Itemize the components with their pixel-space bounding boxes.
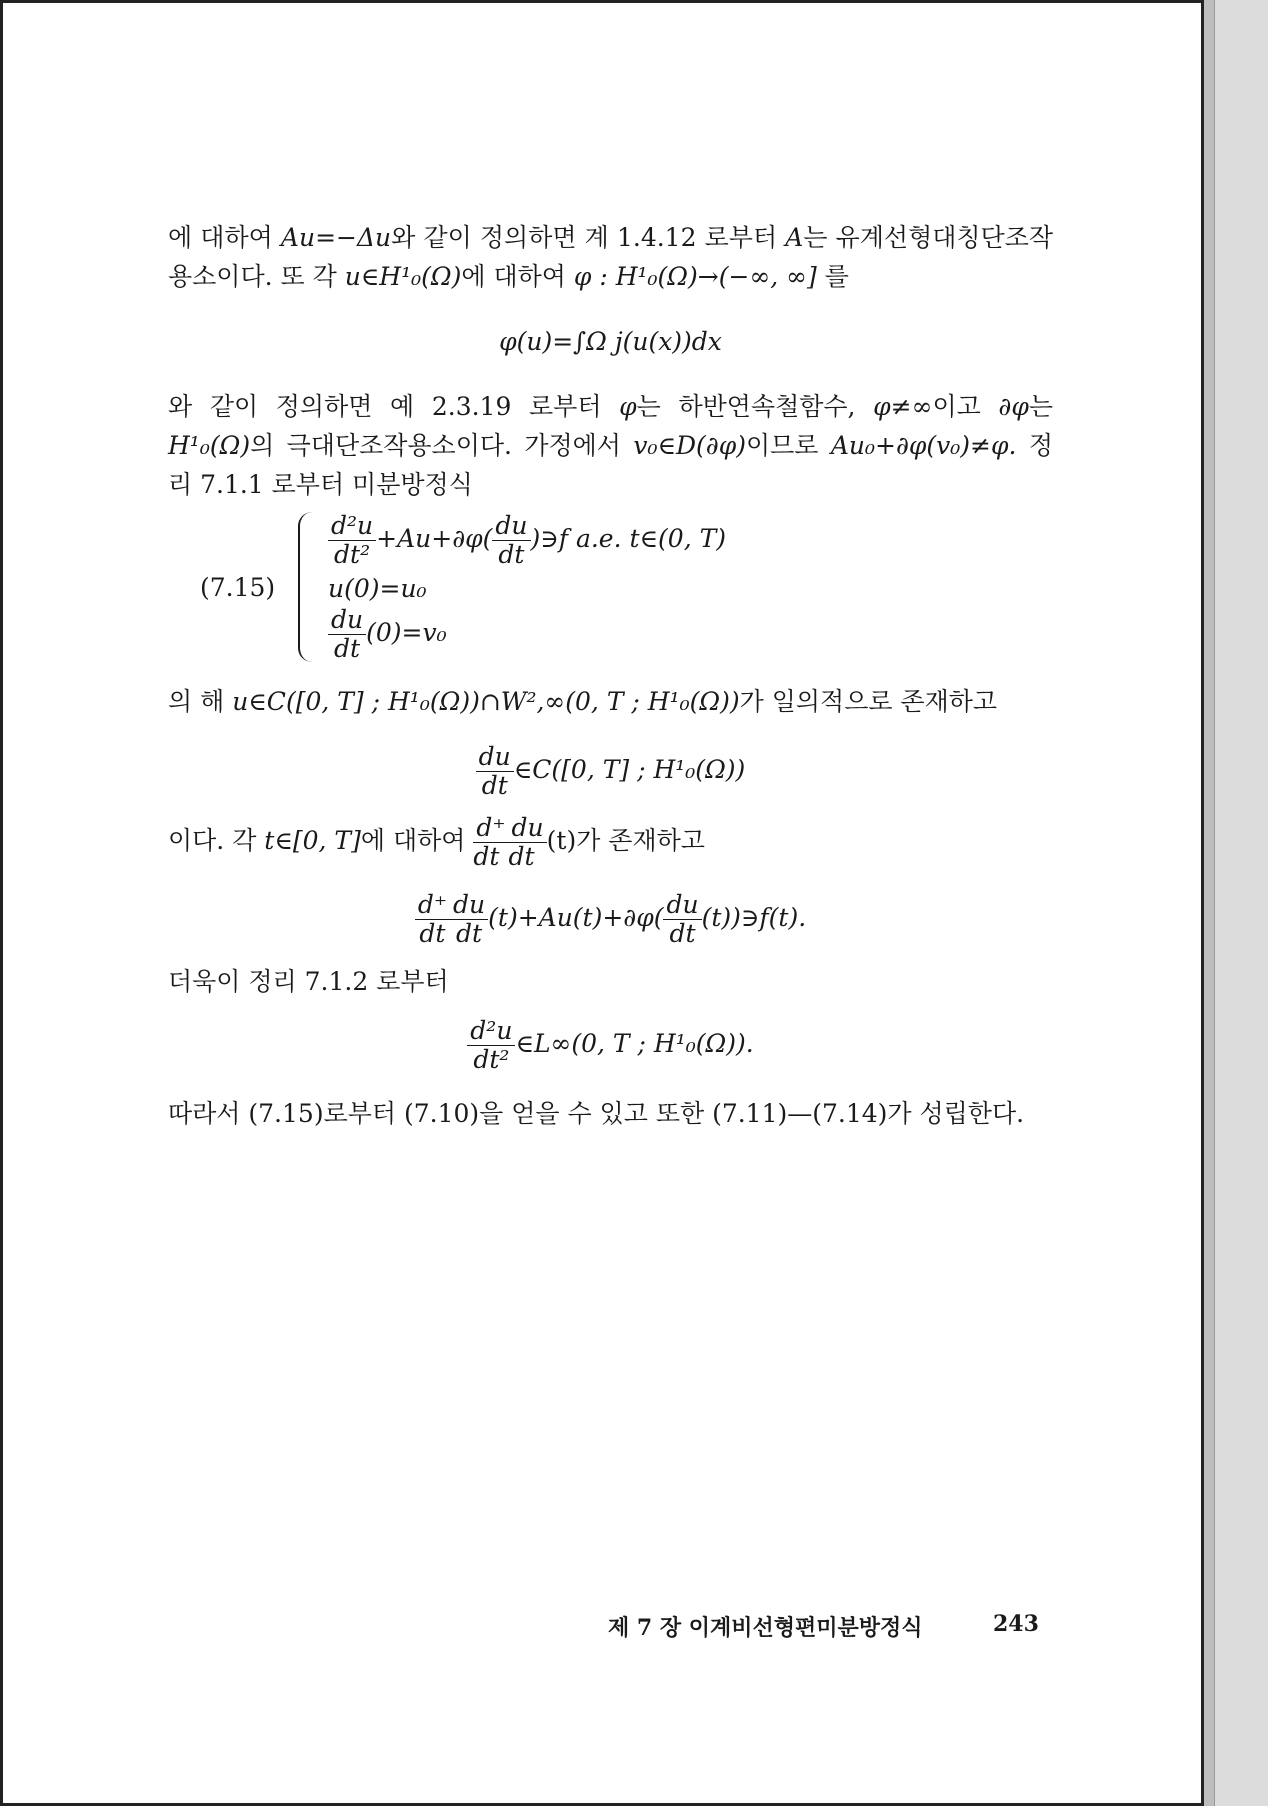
- math-inline: φ: [619, 392, 637, 421]
- fraction: [328, 512, 376, 569]
- equation-row-3: [328, 606, 447, 663]
- denominator: dt: [473, 842, 500, 871]
- numerator: du: [328, 606, 366, 635]
- math-inline: φ : H¹₀(Ω)→(−∞, ∞]: [573, 262, 817, 291]
- equation-phi: φ(u)=∫Ω j(u(x))dx: [499, 327, 722, 356]
- numerator: d²u: [467, 1017, 515, 1046]
- math-inline: Au₀+∂φ(v₀)≠φ.: [830, 431, 1017, 460]
- math-inline: (0)=v₀: [366, 618, 447, 647]
- math-inline: A: [785, 223, 804, 252]
- text-run: 는: [1028, 392, 1053, 421]
- math-inline: Au=−Δu: [280, 223, 392, 252]
- denominator: dt: [334, 634, 361, 663]
- equation-d-plus: [168, 891, 1053, 948]
- numerator: du: [492, 512, 530, 541]
- fraction: [492, 512, 530, 569]
- math-inline: ∂φ: [998, 392, 1029, 421]
- equation-label: (7.15): [200, 573, 276, 602]
- math-inline: u∈C([0, T] ; H¹₀(Ω))∩W²,∞(0, T ; H¹₀(Ω)): [232, 687, 740, 716]
- equation-d2u: [168, 1017, 1053, 1074]
- text-run: 에 대하여: [360, 826, 474, 855]
- text-run: 에 대하여: [168, 223, 281, 252]
- math-inline: )∋f a.e. t∈(0, T): [530, 524, 727, 553]
- text-run: 의 극대단조작용소이다. 가정에서: [250, 431, 634, 460]
- numerator: d⁺: [415, 891, 450, 920]
- numerator: du: [509, 814, 547, 843]
- paragraph-6: 따라서 (7.15)로부터 (7.10)을 얻을 수 있고 또한 (7.11)—(7.14)가 성립한다.: [168, 1099, 1025, 1128]
- text-run: (t)가 존재하고: [546, 826, 705, 855]
- math-inline: ∈C([0, T] ; H¹₀(Ω)): [513, 755, 746, 784]
- math-inline: (t))∋f(t).: [701, 903, 807, 932]
- fraction: [328, 606, 366, 663]
- denominator: dt: [669, 919, 696, 948]
- text-run: 의 해: [168, 687, 233, 716]
- page-footer: [608, 1611, 1038, 1642]
- denominator: dt²: [334, 540, 371, 569]
- equation-7-15: [168, 512, 1053, 662]
- text-run: 정리 7.1.1 로부터 미분방정식: [168, 431, 1053, 499]
- math-inline: (t)+Au(t)+∂φ(: [488, 903, 664, 932]
- numerator: d²u: [328, 512, 376, 541]
- text-run: 이다. 각: [168, 826, 265, 855]
- math-inline: +Au+∂φ(: [376, 524, 493, 553]
- numerator: d⁺: [473, 814, 508, 843]
- equation-du-dt: [168, 743, 1053, 800]
- paragraph-1: [168, 218, 1053, 296]
- page-body: [168, 218, 1053, 1133]
- equation-row-2: u(0)=u₀: [328, 574, 427, 603]
- math-inline: v₀∈D(∂φ): [633, 431, 746, 460]
- text-run: 가 일의적으로 존재하고: [739, 687, 998, 716]
- text-run: 이고: [932, 392, 999, 421]
- text-run: 와 같이 정의하면 예 2.3.19 로부터: [168, 392, 620, 421]
- denominator: dt: [498, 540, 525, 569]
- text-run: 를: [816, 262, 849, 291]
- math-inline: φ≠∞: [873, 392, 933, 421]
- denominator: dt: [481, 771, 508, 800]
- text-run: 는 유계선형대칭단조작용소이다. 또 각: [168, 223, 1053, 291]
- text-run: 와 같이 정의하면 계 1.4.12 로부터: [391, 223, 786, 252]
- chapter-title: 제 7 장 이계비선형편미분방정식: [608, 1615, 923, 1641]
- math-inline: H¹₀(Ω): [168, 431, 251, 460]
- paragraph-5: 더욱이 정리 7.1.2 로부터: [168, 967, 449, 996]
- fraction: [476, 743, 514, 800]
- fraction: [509, 814, 547, 871]
- numerator: du: [663, 891, 701, 920]
- text-run: 는 하반연속철함수,: [636, 392, 874, 421]
- denominator: dt: [419, 919, 446, 948]
- math-inline: ∈L∞(0, T ; H¹₀(Ω)).: [515, 1029, 754, 1058]
- fraction: [450, 891, 488, 948]
- denominator: dt: [456, 919, 483, 948]
- paragraph-2: [168, 387, 1053, 504]
- fraction: [473, 814, 508, 871]
- denominator: dt: [508, 842, 535, 871]
- page-number: 243: [993, 1611, 1039, 1637]
- fraction: [663, 891, 701, 948]
- denominator: dt²: [473, 1045, 510, 1074]
- fraction: [467, 1017, 515, 1074]
- numerator: du: [476, 743, 514, 772]
- paragraph-3: [168, 682, 1053, 721]
- text-run: 이므로: [745, 431, 831, 460]
- math-inline: u∈H¹₀(Ω): [344, 262, 462, 291]
- paragraph-4: [168, 814, 1053, 871]
- equation-row-1: [328, 512, 726, 569]
- numerator: du: [450, 891, 488, 920]
- math-inline: t∈[0, T]: [264, 826, 361, 855]
- left-brace: [298, 512, 318, 662]
- text-run: 에 대하여: [461, 262, 574, 291]
- fraction: [415, 891, 450, 948]
